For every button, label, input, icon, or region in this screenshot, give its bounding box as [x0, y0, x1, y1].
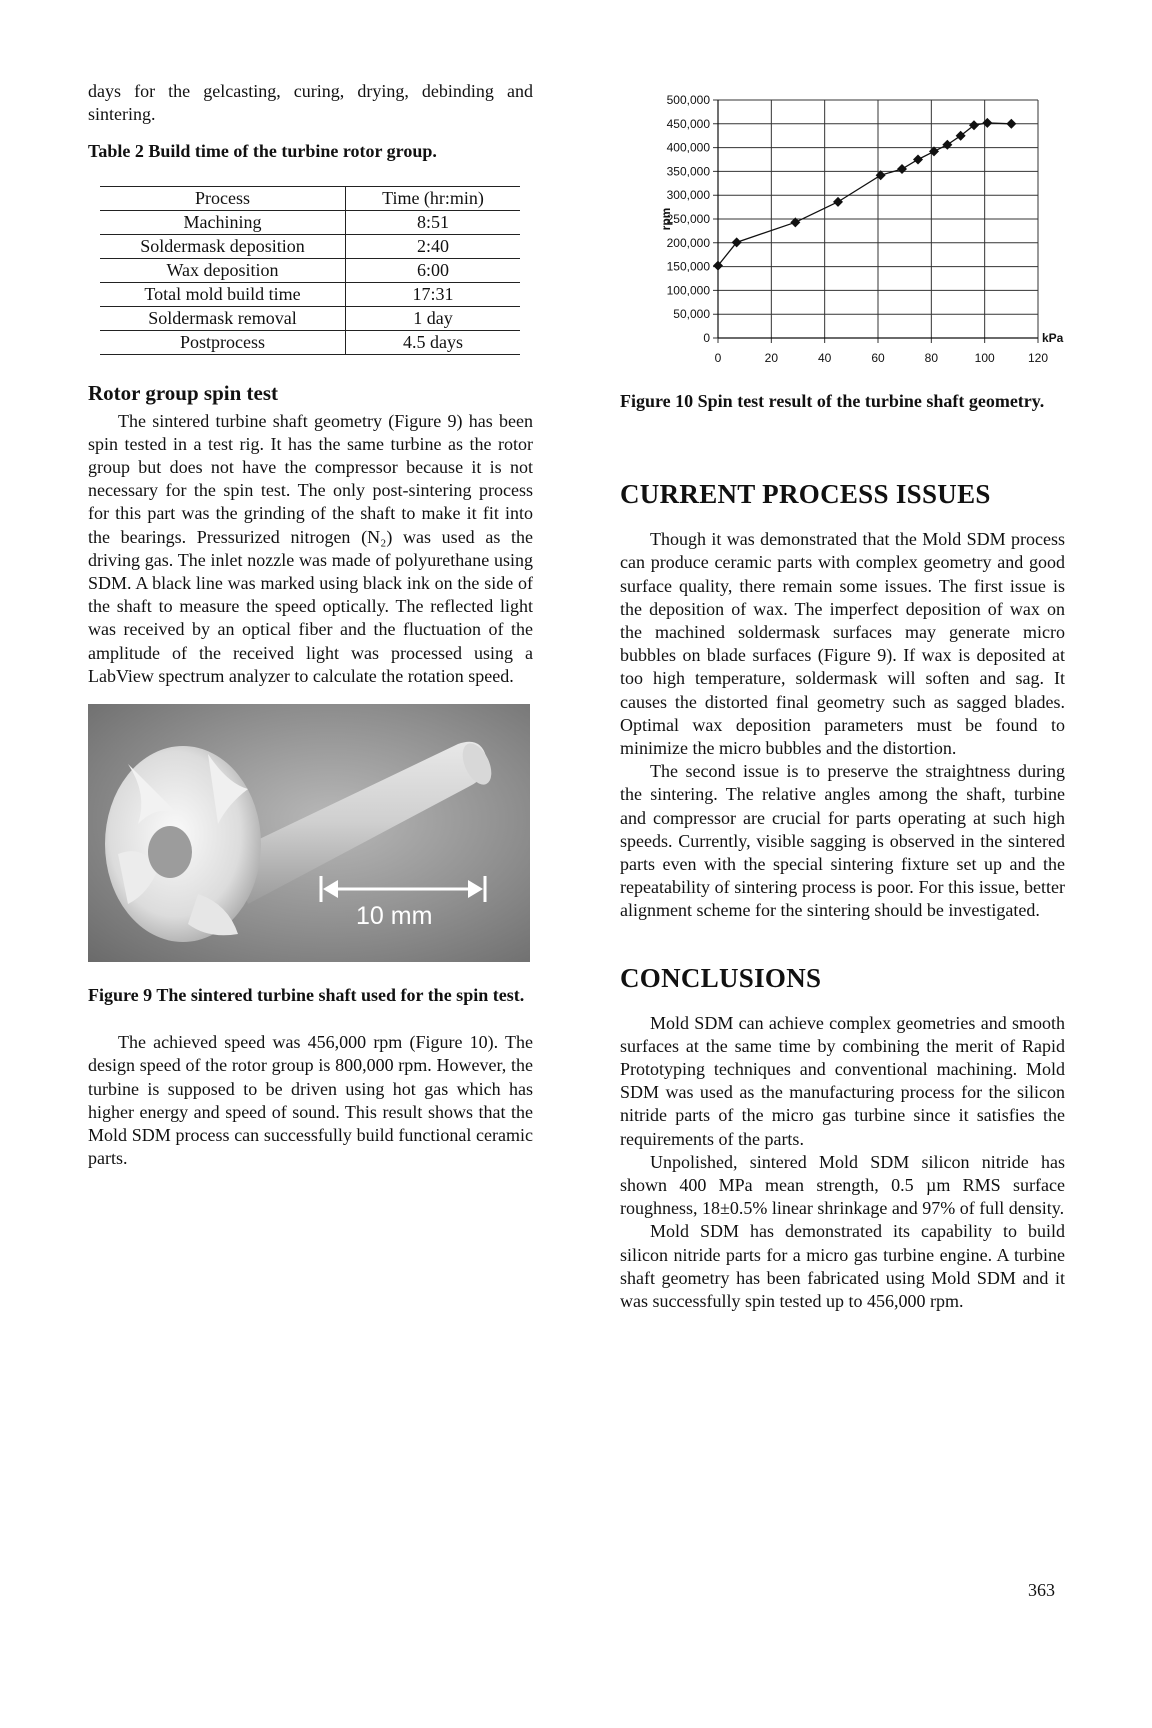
data-point — [833, 197, 843, 207]
left-column — [88, 80, 533, 1170]
y-tick-label: 100,000 — [666, 283, 710, 298]
data-point — [913, 155, 923, 165]
y-axis-label: rpm — [659, 207, 673, 231]
page-number: 363 — [1028, 1580, 1055, 1600]
x-tick-label: 80 — [924, 351, 939, 365]
y-tick-label: 150,000 — [666, 259, 710, 274]
build-time-table — [100, 186, 520, 355]
table-header-process: Process — [100, 186, 346, 210]
data-point — [897, 164, 907, 174]
conclusions-paragraph: Mold SDM can achieve complex geometries and smooth surfaces at the same time by combining the merit of Rapid Prototyping techniques and conventional machining. Mold SDM was used as the manufacturing process for the silicon nitride parts of the micro gas turbine since it satisfies the requirements of the parts. — [620, 1012, 1065, 1149]
data-point — [982, 118, 992, 128]
table-cell-process: Total mold build time — [100, 282, 346, 306]
y-tick-label: 200,000 — [666, 235, 710, 250]
x-tick-label: 60 — [871, 351, 885, 365]
table-cell-time: 2:40 — [416, 235, 449, 256]
table-row — [100, 282, 520, 306]
table-cell-process: Machining — [100, 210, 346, 234]
x-tick-label: 120 — [1027, 351, 1049, 365]
process-issues-paragraph: The second issue is to preserve the straightness during the sintering. The relative angles among the shaft, turbine and compressor are crucial for parts operating at such high speeds. Currently, visible sagging is observed in the sintered parts even with the special sintering fixture set up and the repeatability of sintering process is poor. For this issue, better alignment scheme for the sintering should be investigated. — [620, 761, 1065, 921]
x-tick-label: 20 — [764, 351, 779, 365]
table-row — [100, 210, 520, 234]
result-paragraph: The achieved speed was 456,000 rpm (Figure 10). The design speed of the rotor group is 800,000 rpm. However, the turbine is supposed to be driven using hot gas which has higher energy and speed of sound. This result shows that the Mold SDM process can successfully build functional ceramic parts. — [88, 1032, 533, 1169]
section-heading-process-issues: CURRENT PROCESS ISSUES — [620, 479, 991, 510]
table-cell-time: 17:31 — [412, 283, 454, 304]
data-point — [1006, 119, 1016, 129]
process-issues-paragraph: Though it was demonstrated that the Mold SDM process can produce ceramic parts with complex geometry and good surface quality, there remain some issues. The first issue is the deposition of wax. The imperfect deposition of wax on the machined soldermask surfaces may generate micro bubbles on blade surfaces (Figure 9). If wax is deposited at too high temperature, soldermask will soften and sag. It causes the distorted final geometry such as sagged blades. Optimal wax deposition parameters must be found to minimize the micro bubbles and the distortion. — [620, 529, 1065, 759]
y-tick-label: 400,000 — [666, 140, 710, 155]
table-row — [100, 330, 520, 354]
section-heading-conclusions: CONCLUSIONS — [620, 962, 822, 993]
table-cell-process: Soldermask deposition — [100, 234, 346, 258]
x-tick-label: 100 — [974, 351, 995, 365]
y-tick-label: 450,000 — [666, 116, 710, 131]
table-cell-process: Soldermask removal — [100, 306, 346, 330]
table-cell-time: 1 day — [413, 307, 453, 328]
x-tick-label: 40 — [817, 351, 832, 365]
table-cell-time: 6:00 — [416, 259, 449, 280]
conclusions-body — [620, 1012, 1065, 1314]
conclusions-paragraph: Unpolished, sintered Mold SDM silicon nitride has shown 400 MPa mean strength, 0.5 µm RMS surface roughness, 18±0.5% linear shrinkage and 97% of full density. — [620, 1151, 1065, 1219]
y-tick-label: 0 — [703, 331, 710, 345]
right-column — [620, 80, 1065, 1313]
table-header-row — [100, 186, 520, 210]
figure9-caption: Figure 9 The sintered turbine shaft used for the spin test. — [88, 985, 525, 1006]
turbine-shaft-illustration — [88, 704, 530, 962]
intro-text: days for the gelcasting, curing, drying, debinding and sintering. — [88, 81, 533, 125]
table-caption: Table 2 Build time of the turbine rotor group. — [88, 141, 437, 162]
series-line — [718, 123, 1011, 266]
table-cell-process: Wax deposition — [100, 258, 346, 282]
table-row — [100, 306, 520, 330]
scale-bar-label: 10 mm — [356, 902, 433, 931]
y-tick-label: 300,000 — [666, 188, 710, 203]
table-header-time: Time (hr:min) — [382, 187, 484, 208]
spin-test-chart-svg — [580, 80, 1064, 370]
table-cell-time: 8:51 — [416, 211, 449, 232]
table-cell-time: 4.5 days — [403, 331, 463, 352]
y-tick-label: 250,000 — [666, 212, 710, 226]
turbine-shaft-photo — [88, 704, 530, 962]
y-tick-label: 350,000 — [666, 164, 710, 179]
table-row — [100, 234, 520, 258]
conclusions-paragraph: Mold SDM has demonstrated its capability to build silicon nitride parts for a micro gas turbine engine. A turbine shaft geometry has been fabricated using Mold SDM and it was successfully spin tested up to 456,000 rpm. — [620, 1221, 1065, 1312]
data-point — [942, 140, 952, 150]
x-tick-label: 0 — [714, 351, 722, 365]
table-row — [100, 258, 520, 282]
subheading-spin-test: Rotor group spin test — [88, 380, 278, 405]
figure10-caption: Figure 10 Spin test result of the turbine shaft geometry. — [620, 391, 1045, 411]
spin-test-paragraph: The sintered turbine shaft geometry (Figure 9) has been spin tested in a test rig. It has the same turbine as the rotor group but does not have the compressor because it is not necessary for the spin test. The only post-sintering process for this part was the grinding of the shaft to make it fit into the bearings. Pressurized nitrogen (N₂) was used as the driving gas. The inlet nozzle was made of polyurethane using SDM. A black line was marked using black ink on the side of the shaft to measure the speed optically. The reflected light was received by an optical fiber and the fluctuation of the amplitude of the received light was processed using a LabView spectrum analyzer to calculate the rotation speed. — [88, 410, 533, 686]
y-tick-label: 50,000 — [673, 307, 710, 322]
x-axis-label: kPa — [1042, 331, 1064, 345]
process-issues-body — [620, 528, 1065, 922]
y-tick-label: 500,000 — [666, 93, 710, 107]
table-cell-process: Postprocess — [100, 330, 346, 354]
spin-test-chart — [580, 80, 1064, 370]
